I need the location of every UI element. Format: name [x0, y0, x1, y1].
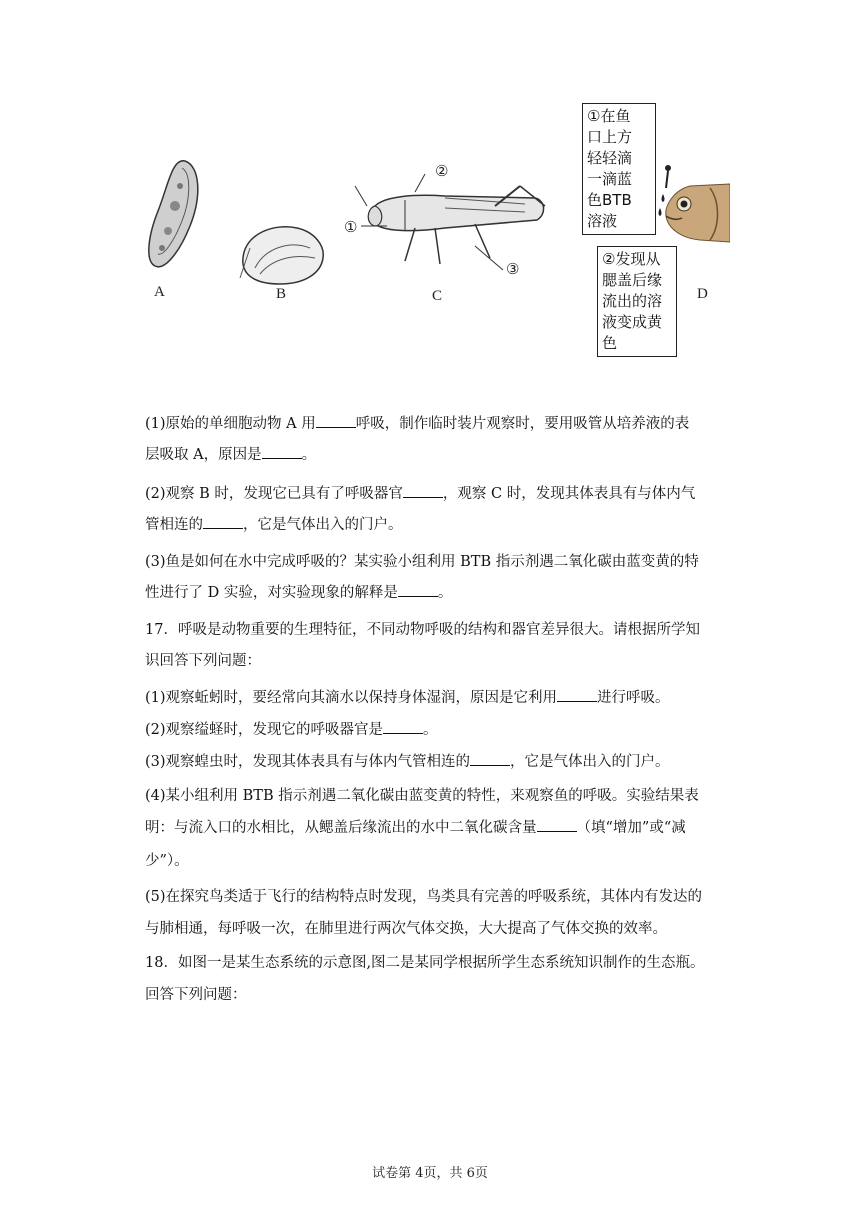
answer-blank[interactable]: [262, 444, 302, 459]
q16-part1-line2: 层吸取 A，原因是 。: [145, 443, 316, 464]
figure-respiration: [130, 96, 740, 376]
q16-part2-line1: (2)观察 B 时，发现它已具有了呼吸器官 ，观察 C 时，发现其体表具有与体内气: [145, 482, 695, 503]
q16-part3-line1: (3)鱼是如何在水中完成呼吸的？某实验小组利用 BTB 指示剂遇二氧化碳由蓝变黄的特: [145, 554, 699, 570]
answer-blank[interactable]: [203, 514, 243, 529]
answer-blank[interactable]: [537, 817, 577, 832]
q18-intro-line2: 回答下列问题：: [145, 987, 247, 1003]
q16-part3-line2: 性进行了 D 实验，对实验现象的解释是 。: [145, 581, 452, 602]
marker-2: ②: [435, 164, 449, 180]
label-c: C: [432, 288, 443, 304]
q17-sub4-line1: (4)某小组利用 BTB 指示剂遇二氧化碳由蓝变黄的特性，来观察鱼的呼吸。实验结果表: [145, 788, 699, 804]
callout-btb-drop: ①在鱼 口上方 轻轻滴 一滴蓝 色BTB 溶液: [582, 103, 656, 235]
q17-sub5-line2: 与肺相通，每呼吸一次，在肺里进行两次气体交换，大大提高了气体交换的效率。: [145, 921, 667, 937]
fish-image: [660, 182, 730, 244]
q17-sub3: (3)观察蝗虫时，发现其体表具有与体内气管相连的 ，它是气体出入的门户。: [145, 750, 670, 771]
q17-sub5-line1: (5)在探究鸟类适于飞行的结构特点时发现，鸟类具有完善的呼吸系统，其体内有发达的: [145, 889, 703, 905]
answer-blank[interactable]: [470, 751, 510, 766]
q17-sub1: (1)观察蚯蚓时，要经常向其滴水以保持身体湿润，原因是它利用 进行呼吸。: [145, 686, 670, 707]
q17-intro-line2: 识回答下列问题：: [145, 653, 261, 669]
marker-lines: [345, 162, 555, 282]
label-b: B: [276, 286, 287, 302]
answer-blank[interactable]: [398, 582, 438, 597]
label-d: D: [697, 286, 708, 302]
clam-image: [235, 218, 330, 290]
page-footer: 试卷第 4页，共 6页: [372, 1166, 488, 1181]
q17-sub4-line3: 少”）。: [145, 853, 189, 869]
q17-sub2: (2)观察缢蛏时，发现它的呼吸器官是 。: [145, 718, 438, 739]
q17-sub4-line2: 明：与流入口的水相比，从鳃盖后缘流出的水中二氧化碳含量 （填“增加”或“减: [145, 816, 686, 837]
marker-1: ①: [344, 220, 358, 236]
q17-intro-line1: 17．呼吸是动物重要的生理特征，不同动物呼吸的结构和器官差异很大。请根据所学知: [145, 622, 700, 638]
answer-blank[interactable]: [383, 719, 423, 734]
marker-3: ③: [506, 262, 520, 278]
answer-blank[interactable]: [316, 413, 356, 428]
answer-blank[interactable]: [403, 483, 443, 498]
q16-part2-line2: 管相连的 ，它是气体出入的门户。: [145, 513, 403, 534]
callout-yellow-result: ②发现从 腮盖后缘 流出的溶 液变成黄 色: [597, 246, 677, 357]
paramecium-image: [140, 156, 210, 276]
q16-part1-line1: (1)原始的单细胞动物 A 用 呼吸，制作临时装片观察时，要用吸管从培养液的表: [145, 412, 689, 433]
q18-intro-line1: 18．如图一是某生态系统的示意图,图二是某同学根据所学生态系统知识制作的生态瓶。: [145, 955, 705, 971]
answer-blank[interactable]: [557, 687, 597, 702]
label-a: A: [154, 284, 165, 300]
